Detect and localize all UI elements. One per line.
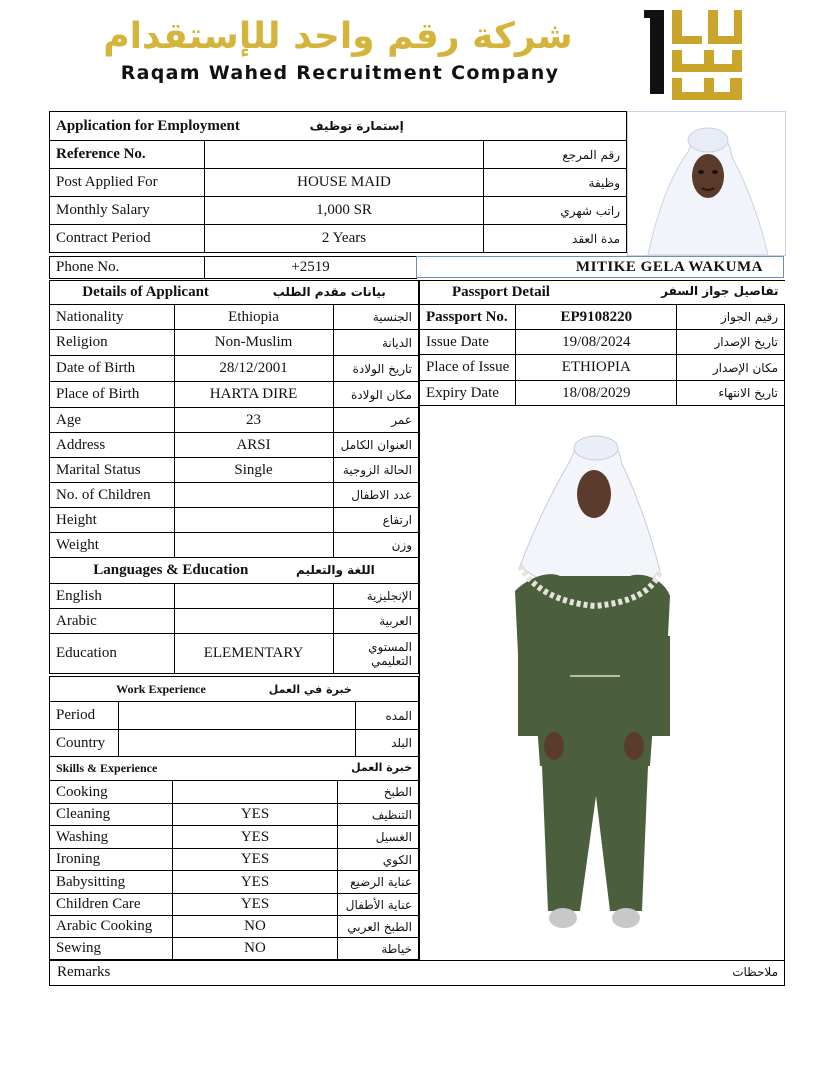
remarks-row: Remarks ملاحظات — [49, 960, 785, 986]
full-length-photo — [419, 406, 785, 960]
skills-table: Skills & Experience خبرة العمل Cooking الطبخ Cleaning YES التنظيف Washing YES الغسيل Ironing YES الكوي Babysitting YES عناية الرضيع Children Care YES عناية الأطفال Arabic Cooking NO الطبخ العربي Sewing NO خياطة — [49, 756, 419, 960]
portrait-illustration — [628, 112, 785, 255]
contract-row: Contract Period 2 Years مدة العقد — [50, 225, 627, 253]
company-name-english: Raqam Wahed Recruitment Company — [120, 62, 560, 84]
form-title: Application for Employment إستمارة توظيف — [50, 112, 627, 141]
portrait-photo — [627, 111, 786, 256]
company-logo — [644, 6, 762, 104]
passport-table: Passport Detail تفاصيل جواز السفر Passport No. EP9108220 رقيم الجواز Issue Date 19/08/2024 تاريخ الإصدار Place of Issue ETHIOPIA مكان الإصدار Expiry Date 18/08/2029 تاريخ الانتهاء — [419, 280, 785, 406]
phone-table: Phone No. +2519 — [49, 256, 417, 279]
full-length-illustration — [420, 406, 784, 960]
applicant-details-table: Details of Applicant بيانات مقدم الطلب Nationality Ethiopia الجنسية Religion Non-Muslim الديانة Date of Birth 28/12/2001 تاريخ الولادة Place of Birth HARTA DIRE مكان الولادة Age 23 عمر Address ARSI العنوان الكامل Marital Status Single الحالة الزوجية No. of Children عدد الاطفال Height ارتفاع Weight وزن Languages & Education اللغة والتعليم English الإنجليزية Arabic العربية Education ELEMENTARY المستوي التعليمي — [49, 280, 419, 674]
company-name-arabic: شركة رقم واحد للإستقدام — [103, 16, 573, 57]
applicant-name: MITIKE GELA WAKUMA — [416, 256, 784, 278]
salary-row: Monthly Salary 1,000 SR راتب شهري — [50, 197, 627, 225]
post-row: Post Applied For HOUSE MAID وظيفة — [50, 169, 627, 197]
work-experience-table: Work Experience خبرة في العمل Period المده Country البلد — [49, 676, 419, 757]
phone-value: +2519 — [205, 257, 417, 279]
reference-row: Reference No. رقم المرجع — [50, 141, 627, 169]
employment-header-table — [49, 111, 627, 253]
